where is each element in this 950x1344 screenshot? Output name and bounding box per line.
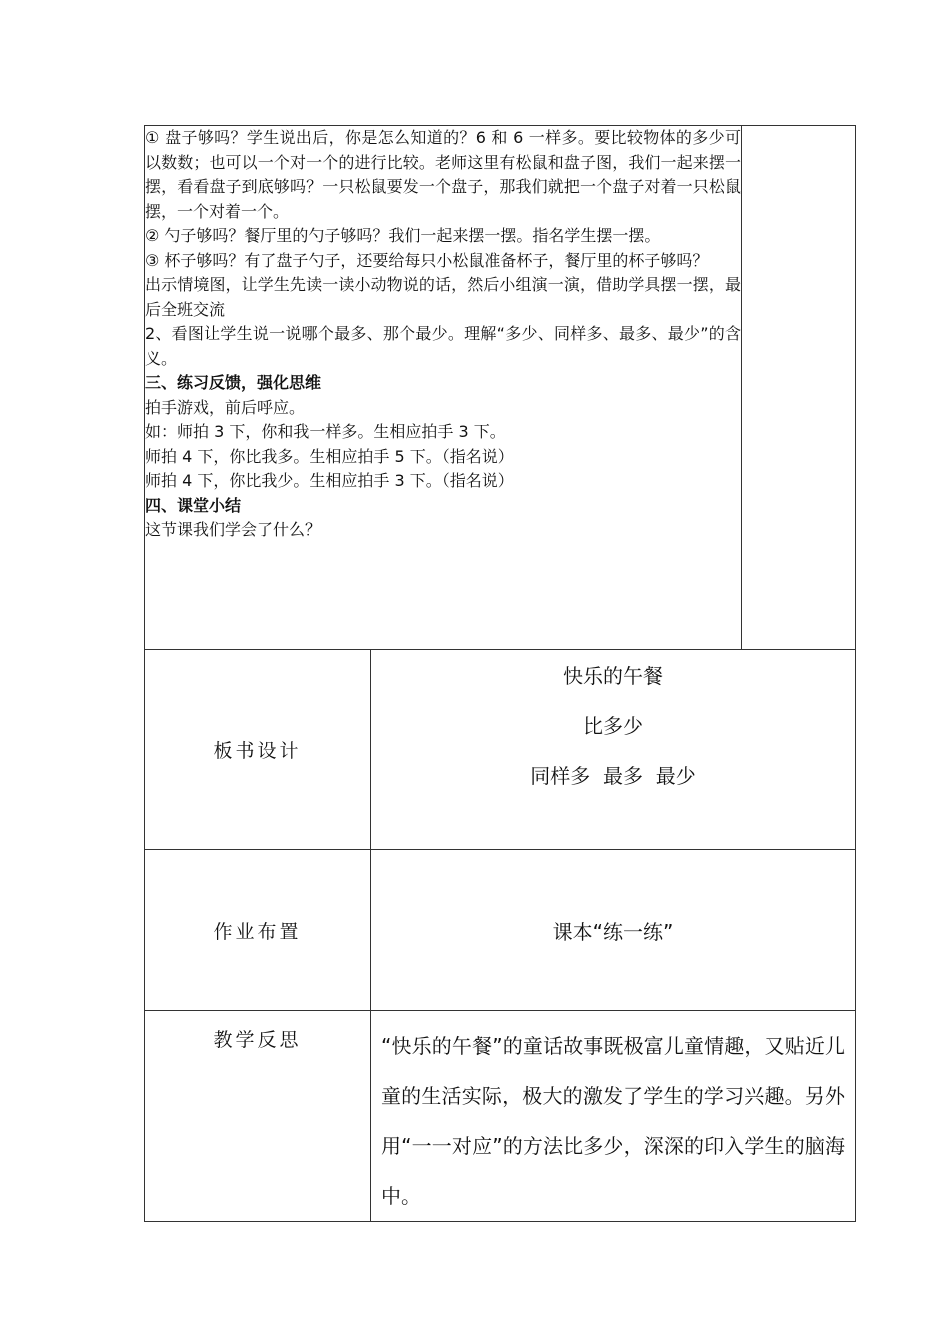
process-line-1: ① 盘子够吗？学生说出后，你是怎么知道的？6 和 6 一样多。要比较物体的多少可以数数；也可以一个对一个的进行比较。老师这里有松鼠和盘子图，我们一起来摆一摆，看看盘子到底够吗？一只松鼠要发一个盘子，那我们就把一个盘子对着一只松鼠摆，一个对着一个。 <box>145 128 741 221</box>
reflection-content: “快乐的午餐”的童话故事既极富儿童情趣，又贴近儿童的生活实际，极大的激发了学生的学习兴趣。另外用“一一对应”的方法比多少，深深的印入学生的脑海中。 <box>371 1011 856 1222</box>
homework-content: 课本“练一练” <box>371 850 856 1011</box>
board-subtitle: 比多少 <box>583 714 643 738</box>
board-title: 快乐的午餐 <box>563 664 663 688</box>
teaching-process-cell <box>145 126 742 650</box>
reflection-row <box>145 1011 856 1222</box>
homework-row <box>145 850 856 1011</box>
homework-label: 作业布置 <box>145 850 371 1011</box>
board-terms: 同样多 最多 最少 <box>530 764 696 788</box>
board-design-label: 板书设计 <box>145 650 371 850</box>
section-heading-practice: 三、练习反馈，强化思维 <box>145 373 322 392</box>
process-line-3: ③ 杯子够吗？有了盘子勺子，还要给每只小松鼠准备杯子，餐厅里的杯子够吗？ <box>145 250 709 270</box>
notes-cell <box>742 126 856 650</box>
board-design-row <box>145 650 856 850</box>
process-line-5: 2、看图让学生说一说哪个最多、那个最少。理解“多少、同样多、最多、最少”的含义。 <box>145 324 741 368</box>
lesson-plan-table <box>144 125 856 1222</box>
board-design-content <box>371 650 856 850</box>
process-line-8: 如：师拍 3 下，你和我一样多。生相应拍手 3 下。 <box>145 422 506 441</box>
teaching-process-row <box>145 126 856 650</box>
process-line-2: ② 勺子够吗？餐厅里的勺子够吗？我们一起来摆一摆。指名学生摆一摆。 <box>145 226 661 245</box>
reflection-label: 教学反思 <box>145 1011 371 1222</box>
process-line-9: 师拍 4 下，你比我多。生相应拍手 5 下。（指名说） <box>145 446 514 466</box>
process-line-12: 这节课我们学会了什么？ <box>145 520 322 539</box>
process-line-10: 师拍 4 下，你比我少。生相应拍手 3 下。（指名说） <box>145 471 514 490</box>
process-line-7: 拍手游戏，前后呼应。 <box>145 397 306 417</box>
section-heading-summary: 四、课堂小结 <box>145 495 242 515</box>
process-line-4: 出示情境图，让学生先读一读小动物说的话，然后小组演一演，借助学具摆一摆，最后全班交流 <box>145 275 741 319</box>
